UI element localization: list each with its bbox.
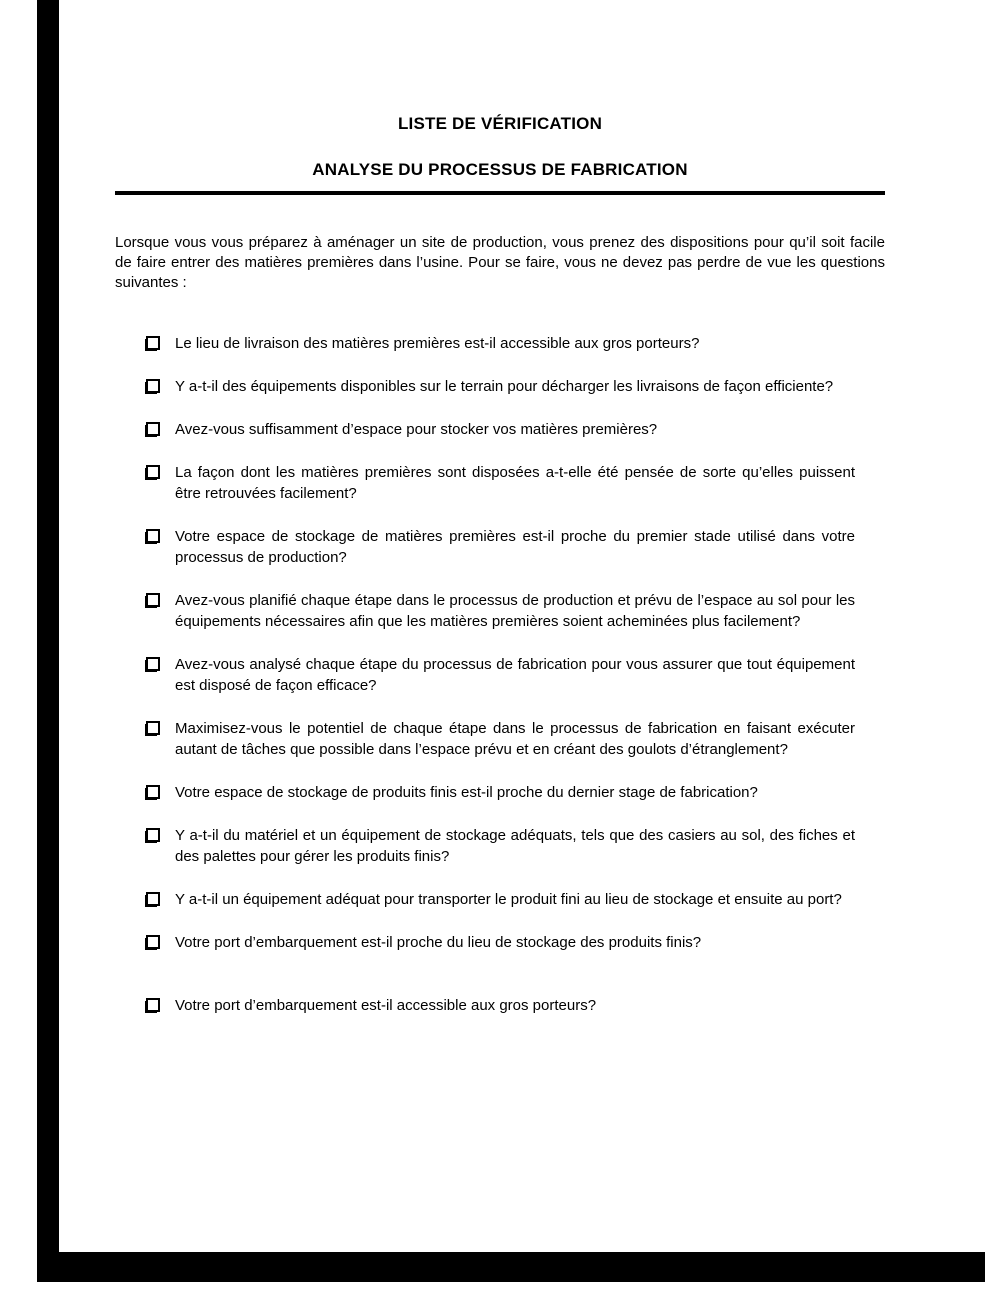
- checkbox-icon: [146, 422, 160, 436]
- checkbox-icon: [146, 892, 160, 906]
- checklist-item: [146, 333, 855, 354]
- checklist-item: [146, 825, 855, 867]
- checklist-item: [146, 932, 855, 953]
- title-divider: [115, 191, 885, 195]
- checkbox-icon: [146, 998, 160, 1012]
- checklist-item: [146, 590, 855, 632]
- bottom-border-bar: [37, 1252, 985, 1282]
- checkbox-icon: [146, 336, 160, 350]
- checklist-item-text: Avez-vous planifié chaque étape dans le processus de production et prévu de l’espace au sol pour les équipements nécessaires afin que les matières premières soient acheminées plus facilement?: [175, 592, 855, 630]
- checklist-item: [146, 782, 855, 803]
- checklist-item-text: Votre espace de stockage de matières premières est-il proche du premier stade utilisé dans votre processus de production?: [175, 528, 855, 566]
- checklist-item: [146, 526, 855, 568]
- checklist-item-text: Avez-vous analysé chaque étape du processus de fabrication pour vous assurer que tout équipement est disposé de façon efficace?: [175, 656, 855, 694]
- intro-paragraph: Lorsque vous vous préparez à aménager un site de production, vous prenez des dispositions pour qu’il soit facile de faire entrer des matières premières dans l’usine. Pour se faire, vous ne devez pas perdre de vue les questions suivantes :: [115, 234, 885, 291]
- checklist-item-text: Y a-t-il du matériel et un équipement de stockage adéquats, tels que des casiers au sol, des fiches et des palettes pour gérer les produits finis?: [175, 827, 855, 865]
- checklist-item-text: Votre espace de stockage de produits finis est-il proche du dernier stage de fabrication?: [175, 784, 758, 801]
- checklist-item: [146, 718, 855, 760]
- checklist-item-text: La façon dont les matières premières sont disposées a-t-elle été pensée de sorte qu’elles puissent être retrouvées facilement?: [175, 464, 855, 502]
- checklist-item-text: Y a-t-il un équipement adéquat pour transporter le produit fini au lieu de stockage et ensuite au port?: [175, 891, 842, 908]
- checklist-item: [146, 462, 855, 504]
- checklist-item-text: Le lieu de livraison des matières premières est-il accessible aux gros porteurs?: [175, 335, 700, 352]
- checklist-item: [146, 419, 855, 440]
- checklist-item-text: Y a-t-il des équipements disponibles sur le terrain pour décharger les livraisons de façon efficiente?: [175, 378, 834, 395]
- checkbox-icon: [146, 379, 160, 393]
- checkbox-icon: [146, 785, 160, 799]
- checkbox-icon: [146, 529, 160, 543]
- document-subtitle: ANALYSE DU PROCESSUS DE FABRICATION: [312, 160, 688, 179]
- checkbox-icon: [146, 721, 160, 735]
- checklist-item-text: Avez-vous suffisamment d’espace pour stocker vos matières premières?: [175, 421, 658, 438]
- checkbox-icon: [146, 593, 160, 607]
- checkbox-icon: [146, 657, 160, 671]
- checklist-item: [146, 654, 855, 696]
- checklist-item: [146, 376, 855, 397]
- checklist-item-text: Votre port d’embarquement est-il proche du lieu de stockage des produits finis?: [175, 934, 702, 951]
- checkbox-icon: [146, 465, 160, 479]
- checklist-item-text: Maximisez-vous le potentiel de chaque étape dans le processus de fabrication en faisant exécuter autant de tâches que possible dans l’espace prévu et en créant des goulots d’étranglement?: [175, 720, 855, 758]
- checklist-item-text: Votre port d’embarquement est-il accessible aux gros porteurs?: [175, 997, 597, 1014]
- checklist-item: [146, 995, 855, 1016]
- checkbox-icon: [146, 935, 160, 949]
- document-content: [115, 0, 885, 1038]
- left-border-bar: [37, 0, 59, 1282]
- document-title: LISTE DE VÉRIFICATION: [397, 114, 603, 133]
- checklist: [115, 333, 885, 1016]
- checkbox-icon: [146, 828, 160, 842]
- checklist-item: [146, 889, 855, 910]
